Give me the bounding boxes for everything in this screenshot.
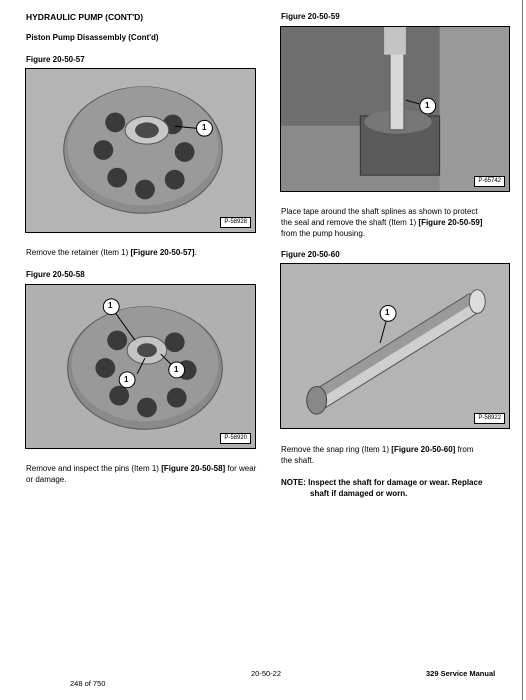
figure-label-58: Figure 20-50-58 [26, 270, 85, 279]
figure-ref-59[interactable]: [Figure 20-50-59] [418, 218, 483, 227]
section-title: HYDRAULIC PUMP (CONT'D) [26, 12, 144, 22]
figure-20-50-57-image [25, 68, 256, 233]
figure-20-50-59-image [280, 26, 510, 192]
page-number: 20-50-22 [251, 669, 282, 678]
note-block: NOTE: Inspect the shaft for damage or wear. Replace shaft if damaged or worn. [281, 478, 483, 498]
callout-1-fig60: 1 [385, 308, 390, 317]
photo-tag-59: P-65742 [474, 176, 505, 187]
paragraph-inspect-pins: Remove and inspect the pins (Item 1) [Figure 20-50-58] for wear or damage. [26, 464, 257, 484]
figure-ref-58[interactable]: [Figure 20-50-58] [161, 464, 226, 473]
section-subtitle: Piston Pump Disassembly (Cont'd) [26, 33, 159, 42]
photo-tag-58: P-58920 [220, 433, 251, 444]
callout-1-fig57: 1 [202, 123, 207, 132]
figure-label-57: Figure 20-50-57 [26, 55, 85, 64]
figure-label-60: Figure 20-50-60 [281, 250, 340, 259]
photo-tag-57: P-58928 [220, 217, 251, 228]
paragraph-remove-snap-ring: Remove the snap ring (Item 1) [Figure 20-50-60] from the shaft. [281, 445, 474, 465]
paragraph-remove-retainer: Remove the retainer (Item 1) [Figure 20-50-57]. [26, 248, 197, 257]
callout-1c-fig58: 1 [174, 365, 179, 374]
figure-20-50-60-image [280, 263, 510, 429]
photo-tag-60: P-58922 [474, 413, 505, 424]
manual-title: 329 Service Manual [426, 669, 496, 678]
figure-label-59: Figure 20-50-59 [281, 12, 340, 21]
figure-20-50-58-image [25, 284, 256, 449]
paragraph-remove-shaft: Place tape around the shaft splines as shown to protect the seal and remove the shaft (Item 1) [Figure 20-50-59] from the pump housing. [281, 207, 483, 238]
page-count: 248 of 750 [70, 679, 106, 688]
figure-ref-57[interactable]: [Figure 20-50-57] [130, 248, 195, 257]
callout-1b-fig58: 1 [124, 375, 129, 384]
callout-1-fig59: 1 [425, 101, 430, 110]
callout-1a-fig58: 1 [108, 301, 113, 310]
figure-ref-60[interactable]: [Figure 20-50-60] [391, 445, 456, 454]
note-label: NOTE: [281, 478, 306, 487]
